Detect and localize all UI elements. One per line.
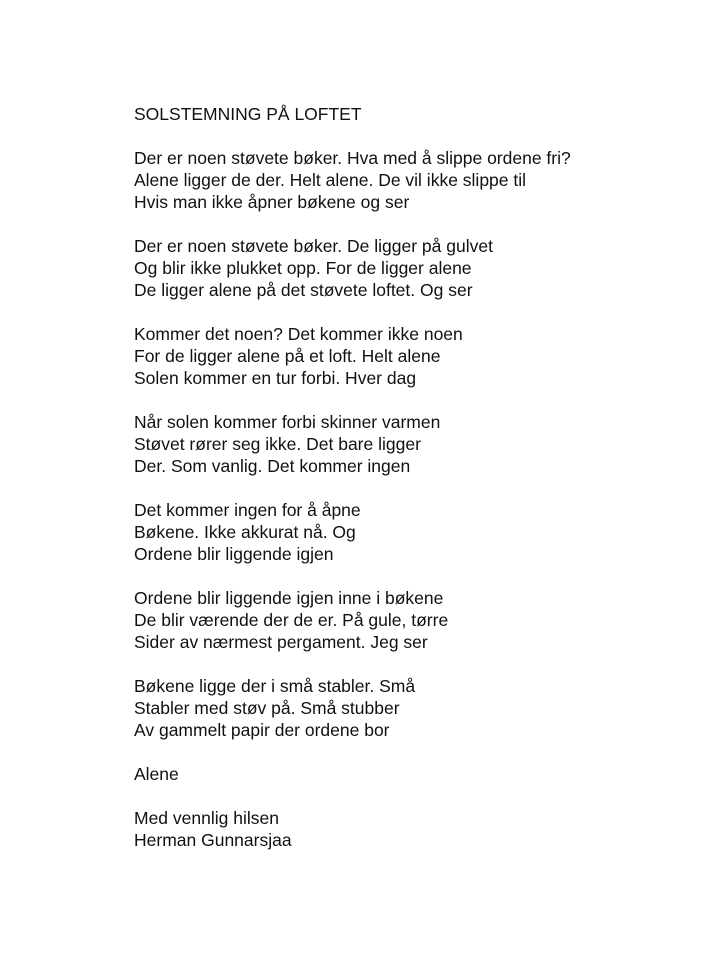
stanza-7 xyxy=(134,675,694,741)
poem-body xyxy=(134,103,694,851)
poem-line: De ligger alene på det støvete loftet. Og ser xyxy=(134,280,473,300)
stanza-5 xyxy=(134,499,694,565)
stanza-6 xyxy=(134,587,694,653)
poem-line: Støvet rører seg ikke. Det bare ligger xyxy=(134,434,421,454)
poem-line: Stabler med støv på. Små stubber xyxy=(134,698,400,718)
poem-line: Og blir ikke plukket opp. For de ligger alene xyxy=(134,258,472,278)
poem-line: Det kommer ingen for å åpne xyxy=(134,500,361,520)
closing-greeting: Med vennlig hilsen xyxy=(134,808,279,828)
poem-line: Der er noen støvete bøker. Hva med å slippe ordene fri? xyxy=(134,148,571,168)
poem-line: Solen kommer en tur forbi. Hver dag xyxy=(134,368,417,388)
author-name: Herman Gunnarsjaa xyxy=(134,830,292,850)
poem-line: Der er noen støvete bøker. De ligger på gulvet xyxy=(134,236,493,256)
poem-line: Hvis man ikke åpner bøkene og ser xyxy=(134,192,410,212)
poem-line: Alene ligger de der. Helt alene. De vil ikke slippe til xyxy=(134,170,527,190)
poem-title: SOLSTEMNING PÅ LOFTET xyxy=(134,104,362,124)
stanza-4 xyxy=(134,411,694,477)
poem-line: Når solen kommer forbi skinner varmen xyxy=(134,412,441,432)
stanza-1 xyxy=(134,147,694,213)
poem-line: Av gammelt papir der ordene bor xyxy=(134,720,390,740)
stanza-3 xyxy=(134,323,694,389)
poem-line: De blir værende der de er. På gule, tørre xyxy=(134,610,449,630)
poem-line: Ordene blir liggende igjen xyxy=(134,544,334,564)
stanza-8 xyxy=(134,763,694,785)
poem-line: Sider av nærmest pergament. Jeg ser xyxy=(134,632,428,652)
poem-line: Alene xyxy=(134,764,179,784)
poem-line: For de ligger alene på et loft. Helt alene xyxy=(134,346,441,366)
poem-line: Bøkene ligge der i små stabler. Små xyxy=(134,676,416,696)
poem-line: Der. Som vanlig. Det kommer ingen xyxy=(134,456,411,476)
signature-block xyxy=(134,807,694,851)
poem-line: Kommer det noen? Det kommer ikke noen xyxy=(134,324,463,344)
poem-line: Bøkene. Ikke akkurat nå. Og xyxy=(134,522,356,542)
poem-line: Ordene blir liggende igjen inne i bøkene xyxy=(134,588,444,608)
stanza-2 xyxy=(134,235,694,301)
